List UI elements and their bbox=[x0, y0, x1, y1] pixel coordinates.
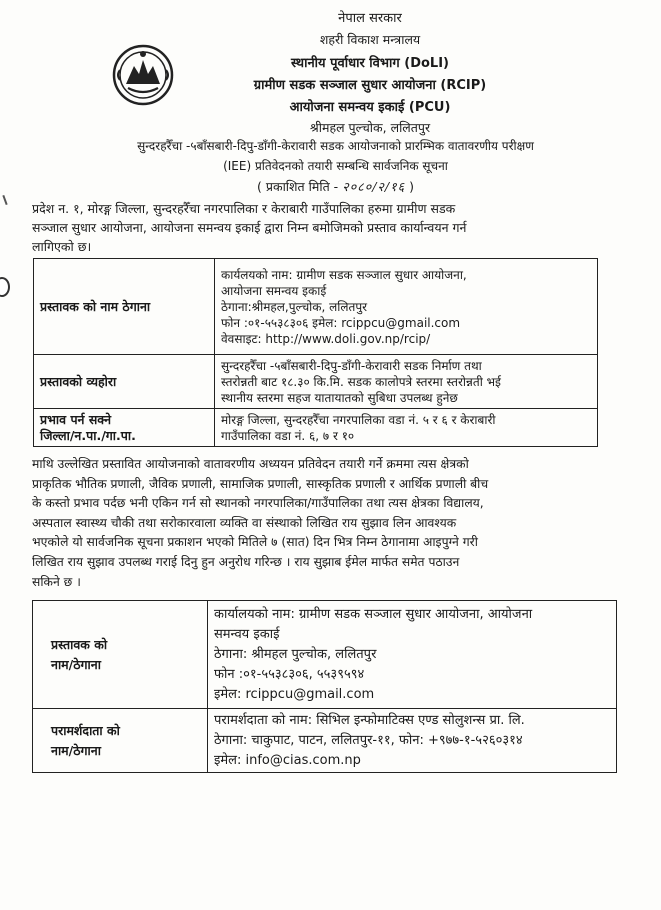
notice-subject bbox=[48, 136, 623, 176]
intro-line: लागिएको छ। bbox=[32, 239, 92, 254]
header-address: श्रीमहल पुल्चोक, ललितपुर bbox=[309, 120, 431, 135]
value-line: समन्वय इकाई bbox=[214, 626, 280, 642]
table-row bbox=[34, 355, 598, 409]
table-value bbox=[208, 601, 617, 709]
subject-line: (IEE) प्रतिवेदनको तयारी सम्बन्धि सार्वजनिक सूचना bbox=[223, 159, 448, 173]
table-value bbox=[208, 709, 617, 773]
value-line: परामर्शदाता को नाम: सिभिल इन्फोमाटिक्स एण्ड सोलुशन्स प्रा. लि. bbox=[214, 712, 525, 728]
intro-line: प्रदेश न. १, मोरङ्ग जिल्ला, सुन्दरहरैँचा नगरपालिका र केराबारी गाउँपालिका हरुमा ग्रामीण सडक bbox=[32, 201, 456, 216]
value-line: कार्यलयको नाम: ग्रामीण सडक सञ्जाल सुधार आयोजना, bbox=[221, 267, 467, 282]
publication-date: २०८०/२/१६ bbox=[342, 179, 406, 194]
body-line: माथि उल्लेखित प्रस्तावित आयोजनाको वातावरणीय अध्ययन प्रतिवेदन तयारी गर्ने क्रममा त्यस क्षेत्रको bbox=[32, 457, 469, 471]
publication-close: ) bbox=[409, 179, 414, 194]
margin-mark bbox=[2, 195, 7, 205]
intro-paragraph bbox=[32, 199, 632, 256]
value-line: गाउँपालिका वडा नं. ६, ७ र १० bbox=[221, 428, 355, 443]
body-line: लिखित राय सुझाव उपलब्ध गराई दिनु हुन अनुरोध गरिन्छ । राय सुझाब ईमेल मार्फत समेत पठाउन bbox=[32, 554, 460, 569]
header-project: ग्रामीण सडक सञ्जाल सुधार आयोजना (RCIP) bbox=[253, 78, 487, 93]
value-line: कार्यालयको नाम: ग्रामीण सडक सञ्जाल सुधार आयोजना, आयोजना bbox=[214, 606, 533, 622]
table-value bbox=[215, 409, 598, 447]
publication-label: ( प्रकाशित मिति - bbox=[257, 179, 339, 194]
label-line: प्रस्तावक को bbox=[51, 636, 108, 652]
header-department: स्थानीय पूर्वाधार विभाग (DoLI) bbox=[291, 56, 449, 71]
label-line: जिल्ला/न.पा./गा.पा. bbox=[40, 427, 136, 443]
value-line: इमेल: info@cias.com.np bbox=[214, 752, 361, 768]
body-line: अस्पताल स्वास्थ्य चौकी तथा सरोकारवाला व्यक्ति वा संस्थाको लिखित राय सुझाव लिन आवश्यक bbox=[32, 515, 457, 530]
body-line: के कस्तो प्रभाव पर्दछ भनी एकिन गर्न सो स्थानको नगरपालिका/गाउँपालिका तथा त्यस क्षेत्रका विद्यालय, bbox=[32, 496, 484, 511]
value-line: ठेगाना: श्रीमहल पुल्चोक, ललितपुर bbox=[214, 646, 377, 662]
contact-table bbox=[32, 600, 617, 773]
body-line: प्राकृतिक भौतिक प्रणाली, जैविक प्रणाली, सामाजिक प्रणाली, सास्कृतिक प्रणाली र आर्थिक प्रणाली बीच bbox=[32, 476, 489, 491]
header-unit: आयोजना समन्वय इकाई (PCU) bbox=[289, 100, 451, 115]
punch-hole bbox=[0, 277, 10, 297]
header-government: नेपाल सरकार bbox=[338, 11, 402, 26]
value-line: फोन :०१-५५३८३०६, ५५३९५९४ bbox=[214, 666, 365, 682]
publication-date-line bbox=[48, 178, 623, 195]
table-value bbox=[215, 259, 598, 355]
value-line: स्थानीय स्तरमा सहज यातायातको सुबिधा उपलब्ध हुनेछ bbox=[221, 390, 458, 405]
value-line: वेवसाइट: http://www.doli.gov.np/rcip/ bbox=[221, 331, 431, 346]
proposal-table bbox=[33, 258, 598, 447]
label-line: परामर्शदाता को bbox=[51, 722, 120, 738]
intro-line: सञ्जाल सुधार आयोजना, आयोजना समन्वय इकाई द्वारा निम्न बमोजिमको प्रस्ताव कार्यान्वयन गर्न bbox=[32, 220, 467, 235]
label-line: नाम/ठेगाना bbox=[51, 742, 101, 758]
value-line: इमेल: rcippcu@gmail.com bbox=[214, 686, 375, 702]
value-line: स्तरोन्नती बाट १८.३० कि.मि. सडक कालोपत्रे स्तरमा स्तरोन्नती भई bbox=[221, 374, 501, 389]
header-ministry: शहरी विकाश मन्त्रालय bbox=[319, 32, 421, 47]
body-paragraph bbox=[32, 455, 642, 592]
label-line: प्रभाव पर्न सक्ने bbox=[40, 411, 112, 427]
label-line: नाम/ठेगाना bbox=[51, 656, 101, 672]
table-label bbox=[33, 709, 208, 773]
table-value bbox=[215, 355, 598, 409]
table-row bbox=[33, 601, 617, 709]
value-line: सुन्दरहरैँचा -५बाँसबारी-दिपु-डाँगी-केरावारी सडक निर्माण तथा bbox=[221, 358, 482, 373]
value-line: फोन :०१-५५३८३०६ इमेल: rcippcu@gmail.com bbox=[221, 315, 461, 330]
table-label bbox=[33, 601, 208, 709]
table-row bbox=[34, 259, 598, 355]
value-line: मोरङ्ग जिल्ला, सुन्दरहरैँचा नगरपालिका वडा नं. ५ र ६ र केराबारी bbox=[221, 412, 496, 427]
value-line: ठेगाना: चाकुपाट, पाटन, ललितपुर-११, फोन: +९७७-१-५२६०३१४ bbox=[214, 732, 523, 748]
table-row bbox=[33, 709, 617, 773]
table-label: प्रस्तावको व्यहोरा bbox=[34, 355, 215, 409]
value-line: ठेगाना:श्रीमहल,पुल्चोक, ललितपुर bbox=[221, 299, 368, 314]
value-line: आयोजना समन्वय इकाई bbox=[221, 283, 327, 298]
body-line: भएकोले यो सार्वजनिक सूचना प्रकाशन भएको मितिले ७ (सात) दिन भित्र निम्न ठेगानामा आइपुग्ने गरी bbox=[32, 535, 478, 550]
body-line: सकिने छ । bbox=[32, 574, 81, 589]
subject-line: सुन्दरहरैँचा -५बाँसबारी-दिपु-डाँगी-केरावारी सडक आयोजनाको प्रारम्भिक वातावरणीय परीक्षण bbox=[137, 139, 534, 153]
table-label bbox=[34, 409, 215, 447]
table-label: प्रस्तावक को नाम ठेगाना bbox=[34, 259, 215, 355]
table-row bbox=[34, 409, 598, 447]
